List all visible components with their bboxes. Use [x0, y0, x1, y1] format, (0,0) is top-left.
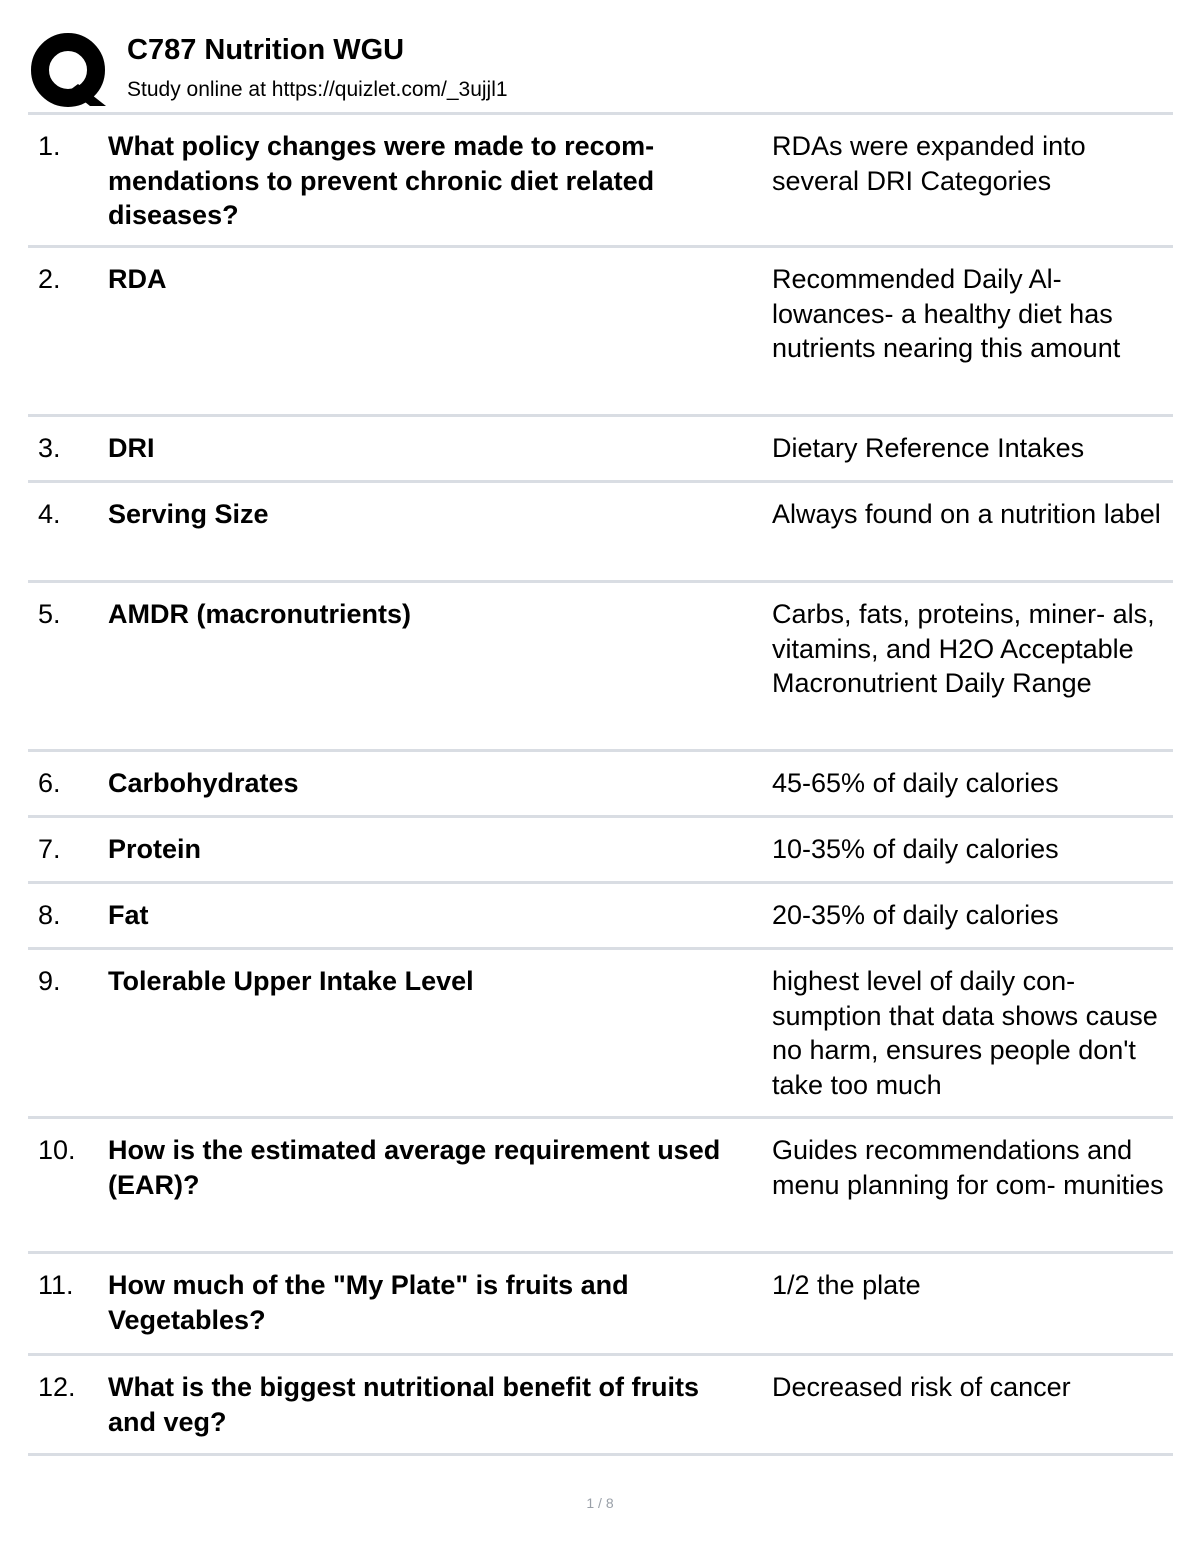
card-term: Fat — [108, 900, 149, 930]
card-number: 6. — [38, 768, 61, 798]
card-number: 8. — [38, 900, 61, 930]
card-definition: Carbs, fats, proteins, miner- als, vitamins, and H2O Acceptable Macronutrient Daily Range — [772, 599, 1155, 698]
flashcard-row — [28, 752, 1173, 818]
card-term: What policy changes were made to recom- mendations to prevent chronic diet related diseases? — [108, 131, 655, 230]
card-term: RDA — [108, 264, 167, 294]
study-online-link[interactable]: Study online at https://quizlet.com/_3ujjl1 — [127, 78, 508, 101]
card-definition: Recommended Daily Al- lowances- a healthy diet has nutrients nearing this amount — [772, 264, 1121, 363]
card-definition: RDAs were expanded into several DRI Categories — [772, 131, 1086, 196]
flashcard-row — [28, 417, 1173, 483]
card-definition: 10-35% of daily calories — [772, 834, 1059, 864]
flashcard-row — [28, 1119, 1173, 1254]
card-number: 3. — [38, 433, 61, 463]
card-definition: 45-65% of daily calories — [772, 768, 1059, 798]
card-term: Protein — [108, 834, 202, 864]
card-term: Tolerable Upper Intake Level — [108, 966, 474, 996]
flashcard-row — [28, 115, 1173, 248]
flashcard-row — [28, 884, 1173, 950]
card-number: 7. — [38, 834, 61, 864]
card-term: Carbohydrates — [108, 768, 299, 798]
card-definition: highest level of daily con- sumption that data shows cause no harm, ensures people don't take too much — [772, 966, 1158, 1100]
card-definition: Always found on a nutrition label — [772, 499, 1161, 529]
card-number: 5. — [38, 599, 61, 629]
card-number: 10. — [38, 1135, 76, 1165]
card-number: 11. — [38, 1270, 74, 1300]
document-header — [30, 28, 1172, 112]
card-term: Serving Size — [108, 499, 269, 529]
card-number: 1. — [38, 131, 61, 161]
card-definition: 20-35% of daily calories — [772, 900, 1059, 930]
flashcard-row — [28, 248, 1173, 417]
flashcard-row — [28, 1254, 1173, 1356]
flashcard-row — [28, 1356, 1173, 1456]
page-number: 1 / 8 — [586, 1495, 614, 1511]
card-number: 9. — [38, 966, 61, 996]
card-definition: Decreased risk of cancer — [772, 1372, 1071, 1402]
quizlet-q-logo-icon — [30, 32, 108, 110]
document-title: C787 Nutrition WGU — [127, 34, 405, 66]
flashcard-row — [28, 818, 1173, 884]
card-term: What is the biggest nutritional benefit of fruits and veg? — [108, 1372, 699, 1437]
flashcard-row — [28, 483, 1173, 583]
flashcard-row — [28, 583, 1173, 752]
card-term: How is the estimated average requirement used (EAR)? — [108, 1135, 721, 1200]
card-term: AMDR (macronutrients) — [108, 599, 412, 629]
card-definition: Guides recommendations and menu planning for com- munities — [772, 1135, 1164, 1200]
card-number: 4. — [38, 499, 61, 529]
flashcard-list — [28, 115, 1173, 1456]
card-definition: 1/2 the plate — [772, 1270, 921, 1300]
card-definition: Dietary Reference Intakes — [772, 433, 1085, 463]
card-term: DRI — [108, 433, 155, 463]
card-term: How much of the "My Plate" is fruits and Vegetables? — [108, 1270, 629, 1335]
card-number: 12. — [38, 1372, 76, 1402]
flashcard-row — [28, 950, 1173, 1119]
card-number: 2. — [38, 264, 61, 294]
